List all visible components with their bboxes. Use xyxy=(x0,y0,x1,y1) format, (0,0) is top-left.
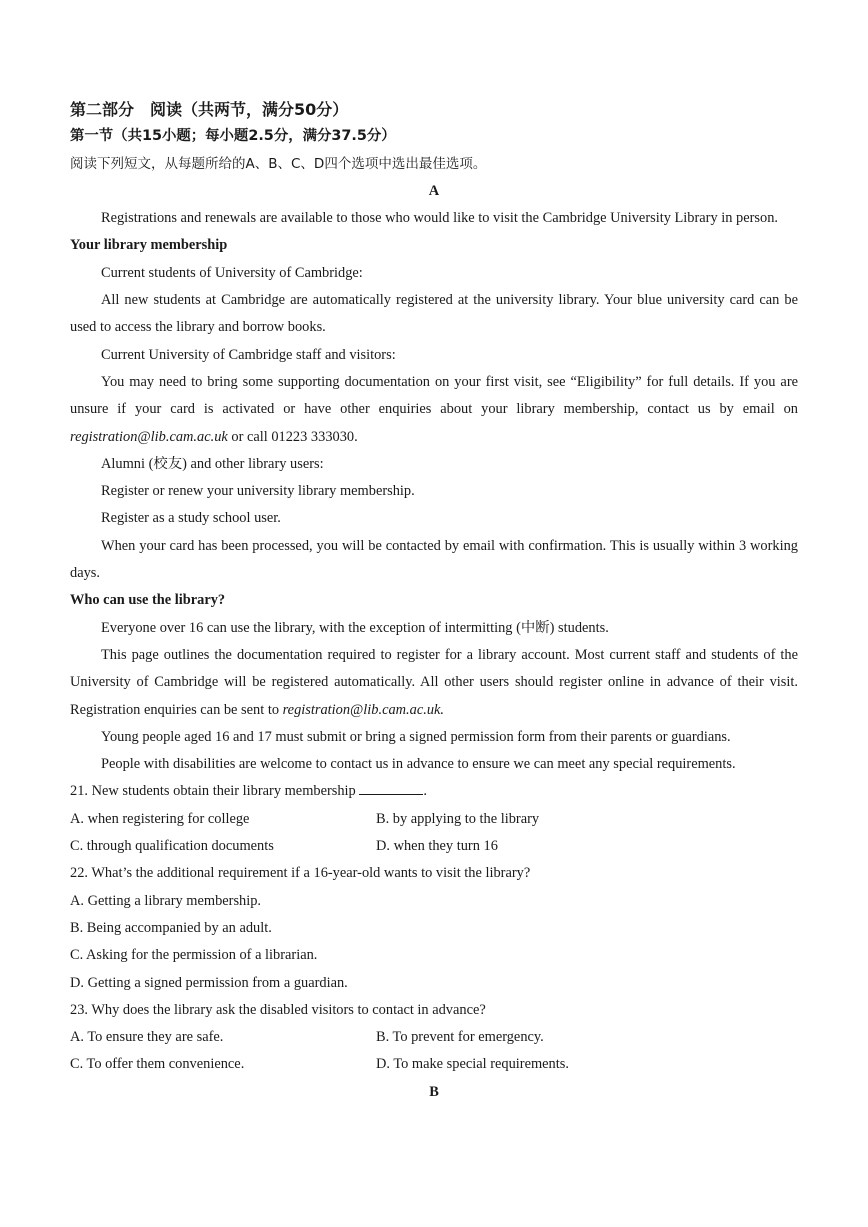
subsection-title: 第一节（共15小题；每小题2.5分，满分37.5分） xyxy=(70,128,396,145)
section-title: 第二部分 阅读（共两节，满分50分） xyxy=(70,100,349,119)
email-link[interactable]: registration@lib.cam.ac.uk xyxy=(70,428,228,445)
heading-membership: Your library membership xyxy=(70,237,228,254)
question-23-stem: 23. Why does the library ask the disabled visitors to contact in advance? xyxy=(70,1001,486,1018)
option-23-d[interactable]: D. To make special requirements. xyxy=(376,1056,569,1073)
label-staff-visitors: Current University of Cambridge staff and visitors: xyxy=(101,346,396,363)
option-23-b[interactable]: B. To prevent for emergency. xyxy=(376,1029,544,1046)
paragraph-documentation xyxy=(70,369,798,451)
question-23-options-row-2 xyxy=(70,1051,798,1078)
option-22-d[interactable]: D. Getting a signed permission from a guardian. xyxy=(70,974,348,991)
label-current-students: Current students of University of Cambridge: xyxy=(101,264,363,281)
question-21-text: 21. New students obtain their library membership xyxy=(70,783,356,800)
line-everyone: Everyone over 16 can use the library, with the exception of intermitting (中断) students. xyxy=(101,619,609,636)
question-21-options-row-2 xyxy=(70,833,798,860)
paragraph-documentation-text: You may need to bring some supporting documentation on your first visit, see “Eligibility” for full details. If you are unsure if your card is activated or have other enquiries about your library membership, contact us by email on xyxy=(70,373,798,418)
option-22-a[interactable]: A. Getting a library membership. xyxy=(70,892,262,909)
passage-a-intro: Registrations and renewals are available to those who would like to visit the Cambridge University Library in person. xyxy=(101,210,778,227)
paragraph-outline xyxy=(70,642,798,724)
option-21-c[interactable]: C. through qualification documents xyxy=(70,838,274,855)
paragraph-new-students: All new students at Cambridge are automatically registered at the university library. Your blue university card can be used to access the library and borrow books. xyxy=(70,292,798,336)
option-21-b[interactable]: B. by applying to the library xyxy=(376,810,540,827)
option-21-a[interactable]: A. when registering for college xyxy=(70,810,250,827)
option-22-c[interactable]: C. Asking for the permission of a librarian. xyxy=(70,947,318,964)
paragraph-documentation-phone: or call 01223 333030. xyxy=(227,428,358,445)
line-register-renew: Register or renew your university library membership. xyxy=(101,483,415,500)
option-23-c[interactable]: C. To offer them convenience. xyxy=(70,1056,245,1073)
answer-blank xyxy=(359,782,423,795)
instruction-text: 阅读下列短文，从每题所给的A、B、C、D四个选项中选出最佳选项。 xyxy=(70,155,487,172)
line-young-people: Young people aged 16 and 17 must submit or bring a signed permission form from their parents or guardians. xyxy=(101,728,731,745)
paragraph-processed: When your card has been processed, you will be contacted by email with confirmation. This is usually within 3 working days. xyxy=(70,537,798,582)
question-21-stem xyxy=(70,778,798,805)
line-disabilities: People with disabilities are welcome to contact us in advance to ensure we can meet any special requirements. xyxy=(101,756,736,773)
email-link-2[interactable]: registration@lib.cam.ac.uk. xyxy=(282,701,444,718)
label-alumni: Alumni (校友) and other library users: xyxy=(101,455,324,472)
option-21-d[interactable]: D. when they turn 16 xyxy=(376,838,498,855)
passage-a-label: A xyxy=(428,182,440,199)
passage-b-label: B xyxy=(429,1083,439,1100)
option-23-a[interactable]: A. To ensure they are safe. xyxy=(70,1029,224,1046)
question-21-options-row-1 xyxy=(70,806,798,833)
question-21-period: . xyxy=(423,783,427,800)
paragraph-outline-text: This page outlines the documentation required to register for a library account. Most current staff and students of the University of Cambridge will be registered automatically. All other users should register online in advance of their visit. Registration enquiries can be sent to xyxy=(70,646,798,718)
question-23-options-row-1 xyxy=(70,1024,798,1051)
exam-page xyxy=(70,96,798,1106)
question-22-stem: 22. What’s the additional requirement if a 16-year-old wants to visit the library? xyxy=(70,865,531,882)
line-study-school: Register as a study school user. xyxy=(101,510,281,527)
heading-who-can-use: Who can use the library? xyxy=(70,592,226,609)
option-22-b[interactable]: B. Being accompanied by an adult. xyxy=(70,919,272,936)
